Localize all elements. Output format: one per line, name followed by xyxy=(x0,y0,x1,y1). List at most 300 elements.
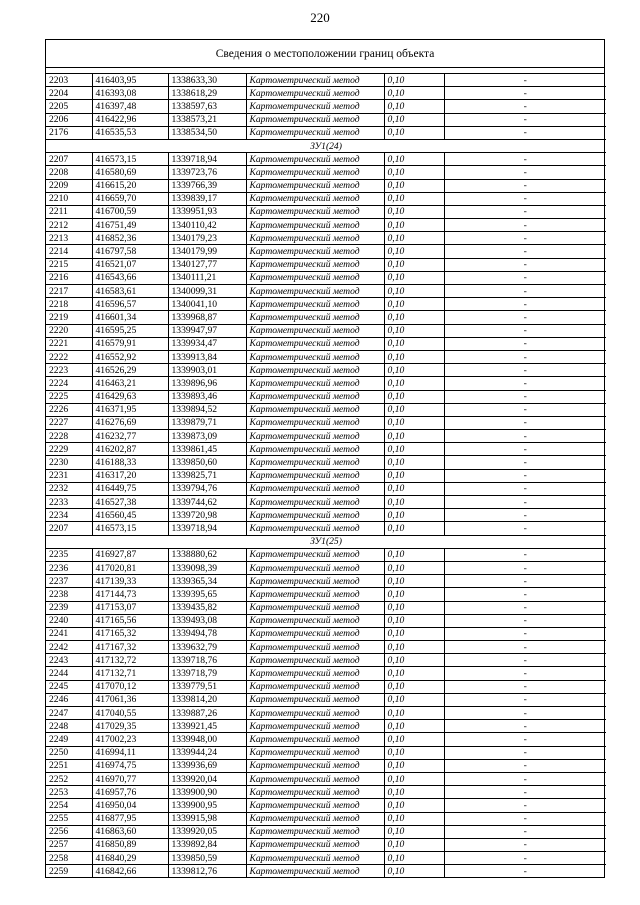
table-row xyxy=(46,416,606,429)
table-row xyxy=(46,680,606,693)
y-coordinate-cell: 1339887,26 xyxy=(168,707,246,720)
x-coordinate-cell: 417040,55 xyxy=(92,707,168,720)
precision-cell: 0,10 xyxy=(384,482,444,495)
y-coordinate-cell: 1339779,51 xyxy=(168,680,246,693)
y-coordinate-cell: 1339879,71 xyxy=(168,416,246,429)
point-number-cell: 2225 xyxy=(46,390,92,403)
point-number-cell: 2235 xyxy=(46,548,92,561)
table-row xyxy=(46,720,606,733)
table-row xyxy=(46,522,606,535)
precision-cell: 0,10 xyxy=(384,561,444,574)
x-coordinate-cell: 416863,60 xyxy=(92,825,168,838)
x-coordinate-cell: 417029,35 xyxy=(92,720,168,733)
point-number-cell: 2244 xyxy=(46,667,92,680)
y-coordinate-cell: 1339744,62 xyxy=(168,496,246,509)
y-coordinate-cell: 1339861,45 xyxy=(168,443,246,456)
precision-cell: 0,10 xyxy=(384,205,444,218)
table-row xyxy=(46,654,606,667)
precision-cell: 0,10 xyxy=(384,100,444,113)
x-coordinate-cell: 416842,66 xyxy=(92,865,168,878)
table-row xyxy=(46,153,606,166)
y-coordinate-cell: 1339900,90 xyxy=(168,786,246,799)
table-row xyxy=(46,627,606,640)
x-coordinate-cell: 416615,20 xyxy=(92,179,168,192)
method-cell: Картометрический метод xyxy=(246,548,384,561)
point-number-cell: 2240 xyxy=(46,614,92,627)
y-coordinate-cell: 1339896,96 xyxy=(168,377,246,390)
table-title: Сведения о местоположении границ объекта xyxy=(46,40,604,68)
precision-cell: 0,10 xyxy=(384,390,444,403)
x-coordinate-cell: 416601,34 xyxy=(92,311,168,324)
precision-cell: 0,10 xyxy=(384,126,444,139)
point-number-cell: 2211 xyxy=(46,205,92,218)
method-cell: Картометрический метод xyxy=(246,641,384,654)
section-row xyxy=(46,139,606,152)
point-number-cell: 2217 xyxy=(46,285,92,298)
y-coordinate-cell: 1339794,76 xyxy=(168,482,246,495)
point-number-cell: 2207 xyxy=(46,522,92,535)
y-coordinate-cell: 1339812,76 xyxy=(168,865,246,878)
method-cell: Картометрический метод xyxy=(246,759,384,772)
table-row xyxy=(46,285,606,298)
description-cell: - xyxy=(444,364,606,377)
precision-cell: 0,10 xyxy=(384,456,444,469)
table-row xyxy=(46,219,606,232)
x-coordinate-cell: 417002,23 xyxy=(92,733,168,746)
table-row xyxy=(46,100,606,113)
point-number-cell: 2206 xyxy=(46,113,92,126)
table-row xyxy=(46,324,606,337)
y-coordinate-cell: 1338618,29 xyxy=(168,87,246,100)
method-cell: Картометрический метод xyxy=(246,232,384,245)
x-coordinate-cell: 416994,11 xyxy=(92,746,168,759)
x-coordinate-cell: 416850,89 xyxy=(92,838,168,851)
x-coordinate-cell: 416526,29 xyxy=(92,364,168,377)
x-coordinate-cell: 416521,07 xyxy=(92,258,168,271)
description-cell: - xyxy=(444,232,606,245)
x-coordinate-cell: 416579,91 xyxy=(92,337,168,350)
precision-cell: 0,10 xyxy=(384,865,444,878)
y-coordinate-cell: 1339892,84 xyxy=(168,838,246,851)
x-coordinate-cell: 417132,71 xyxy=(92,667,168,680)
x-coordinate-cell: 416463,21 xyxy=(92,377,168,390)
coordinates-table xyxy=(46,74,606,877)
y-coordinate-cell: 1338880,62 xyxy=(168,548,246,561)
point-number-cell: 2229 xyxy=(46,443,92,456)
precision-cell: 0,10 xyxy=(384,377,444,390)
description-cell: - xyxy=(444,707,606,720)
description-cell: - xyxy=(444,337,606,350)
method-cell: Картометрический метод xyxy=(246,561,384,574)
description-cell: - xyxy=(444,693,606,706)
method-cell: Картометрический метод xyxy=(246,443,384,456)
table-row xyxy=(46,588,606,601)
method-cell: Картометрический метод xyxy=(246,100,384,113)
point-number-cell: 2245 xyxy=(46,680,92,693)
x-coordinate-cell: 416317,20 xyxy=(92,469,168,482)
x-coordinate-cell: 417061,36 xyxy=(92,693,168,706)
method-cell: Картометрический метод xyxy=(246,469,384,482)
point-number-cell: 2251 xyxy=(46,759,92,772)
section-label: ЗУ1(24) xyxy=(46,139,606,152)
method-cell: Картометрический метод xyxy=(246,825,384,838)
table-row xyxy=(46,707,606,720)
table-row xyxy=(46,245,606,258)
precision-cell: 0,10 xyxy=(384,759,444,772)
table-row xyxy=(46,825,606,838)
y-coordinate-cell: 1339718,94 xyxy=(168,522,246,535)
y-coordinate-cell: 1340127,77 xyxy=(168,258,246,271)
description-cell: - xyxy=(444,799,606,812)
y-coordinate-cell: 1339723,76 xyxy=(168,166,246,179)
point-number-cell: 2259 xyxy=(46,865,92,878)
y-coordinate-cell: 1340179,23 xyxy=(168,232,246,245)
method-cell: Картометрический метод xyxy=(246,377,384,390)
point-number-cell: 2247 xyxy=(46,707,92,720)
x-coordinate-cell: 416188,33 xyxy=(92,456,168,469)
precision-cell: 0,10 xyxy=(384,786,444,799)
description-cell: - xyxy=(444,258,606,271)
x-coordinate-cell: 416797,58 xyxy=(92,245,168,258)
point-number-cell: 2176 xyxy=(46,126,92,139)
method-cell: Картометрический метод xyxy=(246,258,384,271)
description-cell: - xyxy=(444,786,606,799)
point-number-cell: 2248 xyxy=(46,720,92,733)
description-cell: - xyxy=(444,113,606,126)
description-cell: - xyxy=(444,324,606,337)
x-coordinate-cell: 417153,07 xyxy=(92,601,168,614)
table-row xyxy=(46,772,606,785)
description-cell: - xyxy=(444,680,606,693)
point-number-cell: 2234 xyxy=(46,509,92,522)
precision-cell: 0,10 xyxy=(384,720,444,733)
y-coordinate-cell: 1339934,47 xyxy=(168,337,246,350)
table-row xyxy=(46,403,606,416)
description-cell: - xyxy=(444,74,606,87)
precision-cell: 0,10 xyxy=(384,812,444,825)
description-cell: - xyxy=(444,614,606,627)
table-row xyxy=(46,192,606,205)
precision-cell: 0,10 xyxy=(384,219,444,232)
y-coordinate-cell: 1339493,08 xyxy=(168,614,246,627)
method-cell: Картометрический метод xyxy=(246,87,384,100)
method-cell: Картометрический метод xyxy=(246,614,384,627)
description-cell: - xyxy=(444,720,606,733)
y-coordinate-cell: 1339873,09 xyxy=(168,430,246,443)
point-number-cell: 2222 xyxy=(46,350,92,363)
table-row xyxy=(46,561,606,574)
table-row xyxy=(46,166,606,179)
page-number: 220 xyxy=(310,10,330,25)
description-cell: - xyxy=(444,350,606,363)
precision-cell: 0,10 xyxy=(384,192,444,205)
table-row xyxy=(46,87,606,100)
table-row xyxy=(46,746,606,759)
x-coordinate-cell: 416595,25 xyxy=(92,324,168,337)
point-number-cell: 2250 xyxy=(46,746,92,759)
method-cell: Картометрический метод xyxy=(246,707,384,720)
point-number-cell: 2221 xyxy=(46,337,92,350)
point-number-cell: 2208 xyxy=(46,166,92,179)
description-cell: - xyxy=(444,443,606,456)
table-row xyxy=(46,812,606,825)
table-row xyxy=(46,271,606,284)
y-coordinate-cell: 1338633,30 xyxy=(168,74,246,87)
y-coordinate-cell: 1339903,01 xyxy=(168,364,246,377)
y-coordinate-cell: 1339951,93 xyxy=(168,205,246,218)
method-cell: Картометрический метод xyxy=(246,482,384,495)
method-cell: Картометрический метод xyxy=(246,350,384,363)
table-row xyxy=(46,430,606,443)
y-coordinate-cell: 1339948,00 xyxy=(168,733,246,746)
x-coordinate-cell: 416877,95 xyxy=(92,812,168,825)
x-coordinate-cell: 417167,32 xyxy=(92,641,168,654)
method-cell: Картометрический метод xyxy=(246,126,384,139)
point-number-cell: 2255 xyxy=(46,812,92,825)
description-cell: - xyxy=(444,271,606,284)
point-number-cell: 2210 xyxy=(46,192,92,205)
description-cell: - xyxy=(444,825,606,838)
table-row xyxy=(46,364,606,377)
method-cell: Картометрический метод xyxy=(246,746,384,759)
table-row xyxy=(46,456,606,469)
precision-cell: 0,10 xyxy=(384,153,444,166)
description-cell: - xyxy=(444,627,606,640)
table-row xyxy=(46,205,606,218)
x-coordinate-cell: 417144,73 xyxy=(92,588,168,601)
method-cell: Картометрический метод xyxy=(246,390,384,403)
point-number-cell: 2233 xyxy=(46,496,92,509)
table-row xyxy=(46,232,606,245)
x-coordinate-cell: 417132,72 xyxy=(92,654,168,667)
method-cell: Картометрический метод xyxy=(246,364,384,377)
point-number-cell: 2249 xyxy=(46,733,92,746)
table-row xyxy=(46,799,606,812)
table-row xyxy=(46,838,606,851)
description-cell: - xyxy=(444,746,606,759)
method-cell: Картометрический метод xyxy=(246,627,384,640)
point-number-cell: 2218 xyxy=(46,298,92,311)
point-number-cell: 2223 xyxy=(46,364,92,377)
method-cell: Картометрический метод xyxy=(246,496,384,509)
precision-cell: 0,10 xyxy=(384,364,444,377)
description-cell: - xyxy=(444,430,606,443)
method-cell: Картометрический метод xyxy=(246,153,384,166)
description-cell: - xyxy=(444,87,606,100)
x-coordinate-cell: 416429,63 xyxy=(92,390,168,403)
section-label: ЗУ1(25) xyxy=(46,535,606,548)
y-coordinate-cell: 1339947,97 xyxy=(168,324,246,337)
precision-cell: 0,10 xyxy=(384,799,444,812)
method-cell: Картометрический метод xyxy=(246,772,384,785)
x-coordinate-cell: 417020,81 xyxy=(92,561,168,574)
method-cell: Картометрический метод xyxy=(246,522,384,535)
x-coordinate-cell: 416449,75 xyxy=(92,482,168,495)
x-coordinate-cell: 417139,33 xyxy=(92,575,168,588)
method-cell: Картометрический метод xyxy=(246,245,384,258)
description-cell: - xyxy=(444,733,606,746)
x-coordinate-cell: 416397,48 xyxy=(92,100,168,113)
x-coordinate-cell: 416659,70 xyxy=(92,192,168,205)
point-number-cell: 2252 xyxy=(46,772,92,785)
y-coordinate-cell: 1339913,84 xyxy=(168,350,246,363)
y-coordinate-cell: 1340041,10 xyxy=(168,298,246,311)
table-row xyxy=(46,667,606,680)
table-row xyxy=(46,311,606,324)
table-row xyxy=(46,852,606,865)
x-coordinate-cell: 416852,36 xyxy=(92,232,168,245)
point-number-cell: 2237 xyxy=(46,575,92,588)
precision-cell: 0,10 xyxy=(384,430,444,443)
table-row xyxy=(46,298,606,311)
x-coordinate-cell: 417070,12 xyxy=(92,680,168,693)
method-cell: Картометрический метод xyxy=(246,588,384,601)
precision-cell: 0,10 xyxy=(384,232,444,245)
x-coordinate-cell: 416840,29 xyxy=(92,852,168,865)
x-coordinate-cell: 416580,69 xyxy=(92,166,168,179)
description-cell: - xyxy=(444,416,606,429)
precision-cell: 0,10 xyxy=(384,575,444,588)
description-cell: - xyxy=(444,153,606,166)
y-coordinate-cell: 1340179,99 xyxy=(168,245,246,258)
precision-cell: 0,10 xyxy=(384,403,444,416)
description-cell: - xyxy=(444,759,606,772)
description-cell: - xyxy=(444,812,606,825)
precision-cell: 0,10 xyxy=(384,838,444,851)
description-cell: - xyxy=(444,100,606,113)
description-cell: - xyxy=(444,509,606,522)
table-row xyxy=(46,482,606,495)
point-number-cell: 2238 xyxy=(46,588,92,601)
method-cell: Картометрический метод xyxy=(246,575,384,588)
point-number-cell: 2253 xyxy=(46,786,92,799)
precision-cell: 0,10 xyxy=(384,627,444,640)
method-cell: Картометрический метод xyxy=(246,271,384,284)
description-cell: - xyxy=(444,654,606,667)
method-cell: Картометрический метод xyxy=(246,601,384,614)
description-cell: - xyxy=(444,126,606,139)
method-cell: Картометрический метод xyxy=(246,430,384,443)
method-cell: Картометрический метод xyxy=(246,799,384,812)
x-coordinate-cell: 416573,15 xyxy=(92,153,168,166)
point-number-cell: 2214 xyxy=(46,245,92,258)
section-row xyxy=(46,535,606,548)
x-coordinate-cell: 416543,66 xyxy=(92,271,168,284)
precision-cell: 0,10 xyxy=(384,245,444,258)
method-cell: Картометрический метод xyxy=(246,680,384,693)
y-coordinate-cell: 1340099,31 xyxy=(168,285,246,298)
description-cell: - xyxy=(444,192,606,205)
precision-cell: 0,10 xyxy=(384,74,444,87)
precision-cell: 0,10 xyxy=(384,588,444,601)
y-coordinate-cell: 1340110,42 xyxy=(168,219,246,232)
y-coordinate-cell: 1339720,98 xyxy=(168,509,246,522)
x-coordinate-cell: 416957,76 xyxy=(92,786,168,799)
table-row xyxy=(46,469,606,482)
description-cell: - xyxy=(444,667,606,680)
description-cell: - xyxy=(444,311,606,324)
y-coordinate-cell: 1339944,24 xyxy=(168,746,246,759)
x-coordinate-cell: 416974,75 xyxy=(92,759,168,772)
point-number-cell: 2203 xyxy=(46,74,92,87)
y-coordinate-cell: 1338573,21 xyxy=(168,113,246,126)
y-coordinate-cell: 1339098,39 xyxy=(168,561,246,574)
y-coordinate-cell: 1339825,71 xyxy=(168,469,246,482)
method-cell: Картометрический метод xyxy=(246,693,384,706)
method-cell: Картометрический метод xyxy=(246,416,384,429)
y-coordinate-cell: 1340111,21 xyxy=(168,271,246,284)
point-number-cell: 2213 xyxy=(46,232,92,245)
precision-cell: 0,10 xyxy=(384,179,444,192)
x-coordinate-cell: 416393,08 xyxy=(92,87,168,100)
precision-cell: 0,10 xyxy=(384,443,444,456)
point-number-cell: 2241 xyxy=(46,627,92,640)
x-coordinate-cell: 416700,59 xyxy=(92,205,168,218)
boundary-table-frame xyxy=(45,39,605,878)
precision-cell: 0,10 xyxy=(384,614,444,627)
y-coordinate-cell: 1338597,63 xyxy=(168,100,246,113)
x-coordinate-cell: 416527,38 xyxy=(92,496,168,509)
y-coordinate-cell: 1339900,95 xyxy=(168,799,246,812)
precision-cell: 0,10 xyxy=(384,641,444,654)
y-coordinate-cell: 1339766,39 xyxy=(168,179,246,192)
table-row xyxy=(46,126,606,139)
table-row xyxy=(46,759,606,772)
x-coordinate-cell: 416927,87 xyxy=(92,548,168,561)
method-cell: Картометрический метод xyxy=(246,852,384,865)
method-cell: Картометрический метод xyxy=(246,667,384,680)
precision-cell: 0,10 xyxy=(384,416,444,429)
precision-cell: 0,10 xyxy=(384,733,444,746)
table-row xyxy=(46,390,606,403)
y-coordinate-cell: 1339718,94 xyxy=(168,153,246,166)
table-row xyxy=(46,733,606,746)
method-cell: Картометрический метод xyxy=(246,192,384,205)
table-row xyxy=(46,786,606,799)
precision-cell: 0,10 xyxy=(384,772,444,785)
point-number-cell: 2216 xyxy=(46,271,92,284)
x-coordinate-cell: 416202,87 xyxy=(92,443,168,456)
table-row xyxy=(46,113,606,126)
method-cell: Картометрический метод xyxy=(246,733,384,746)
method-cell: Картометрический метод xyxy=(246,654,384,667)
y-coordinate-cell: 1339850,60 xyxy=(168,456,246,469)
description-cell: - xyxy=(444,456,606,469)
point-number-cell: 2236 xyxy=(46,561,92,574)
description-cell: - xyxy=(444,285,606,298)
description-cell: - xyxy=(444,245,606,258)
method-cell: Картометрический метод xyxy=(246,324,384,337)
table-row xyxy=(46,641,606,654)
description-cell: - xyxy=(444,561,606,574)
y-coordinate-cell: 1339494,78 xyxy=(168,627,246,640)
precision-cell: 0,10 xyxy=(384,324,444,337)
x-coordinate-cell: 416596,57 xyxy=(92,298,168,311)
method-cell: Картометрический метод xyxy=(246,285,384,298)
point-number-cell: 2212 xyxy=(46,219,92,232)
y-coordinate-cell: 1339920,05 xyxy=(168,825,246,838)
method-cell: Картометрический метод xyxy=(246,812,384,825)
description-cell: - xyxy=(444,865,606,878)
method-cell: Картометрический метод xyxy=(246,298,384,311)
precision-cell: 0,10 xyxy=(384,337,444,350)
point-number-cell: 2224 xyxy=(46,377,92,390)
table-row xyxy=(46,575,606,588)
x-coordinate-cell: 416560,45 xyxy=(92,509,168,522)
x-coordinate-cell: 416371,95 xyxy=(92,403,168,416)
description-cell: - xyxy=(444,838,606,851)
table-row xyxy=(46,179,606,192)
